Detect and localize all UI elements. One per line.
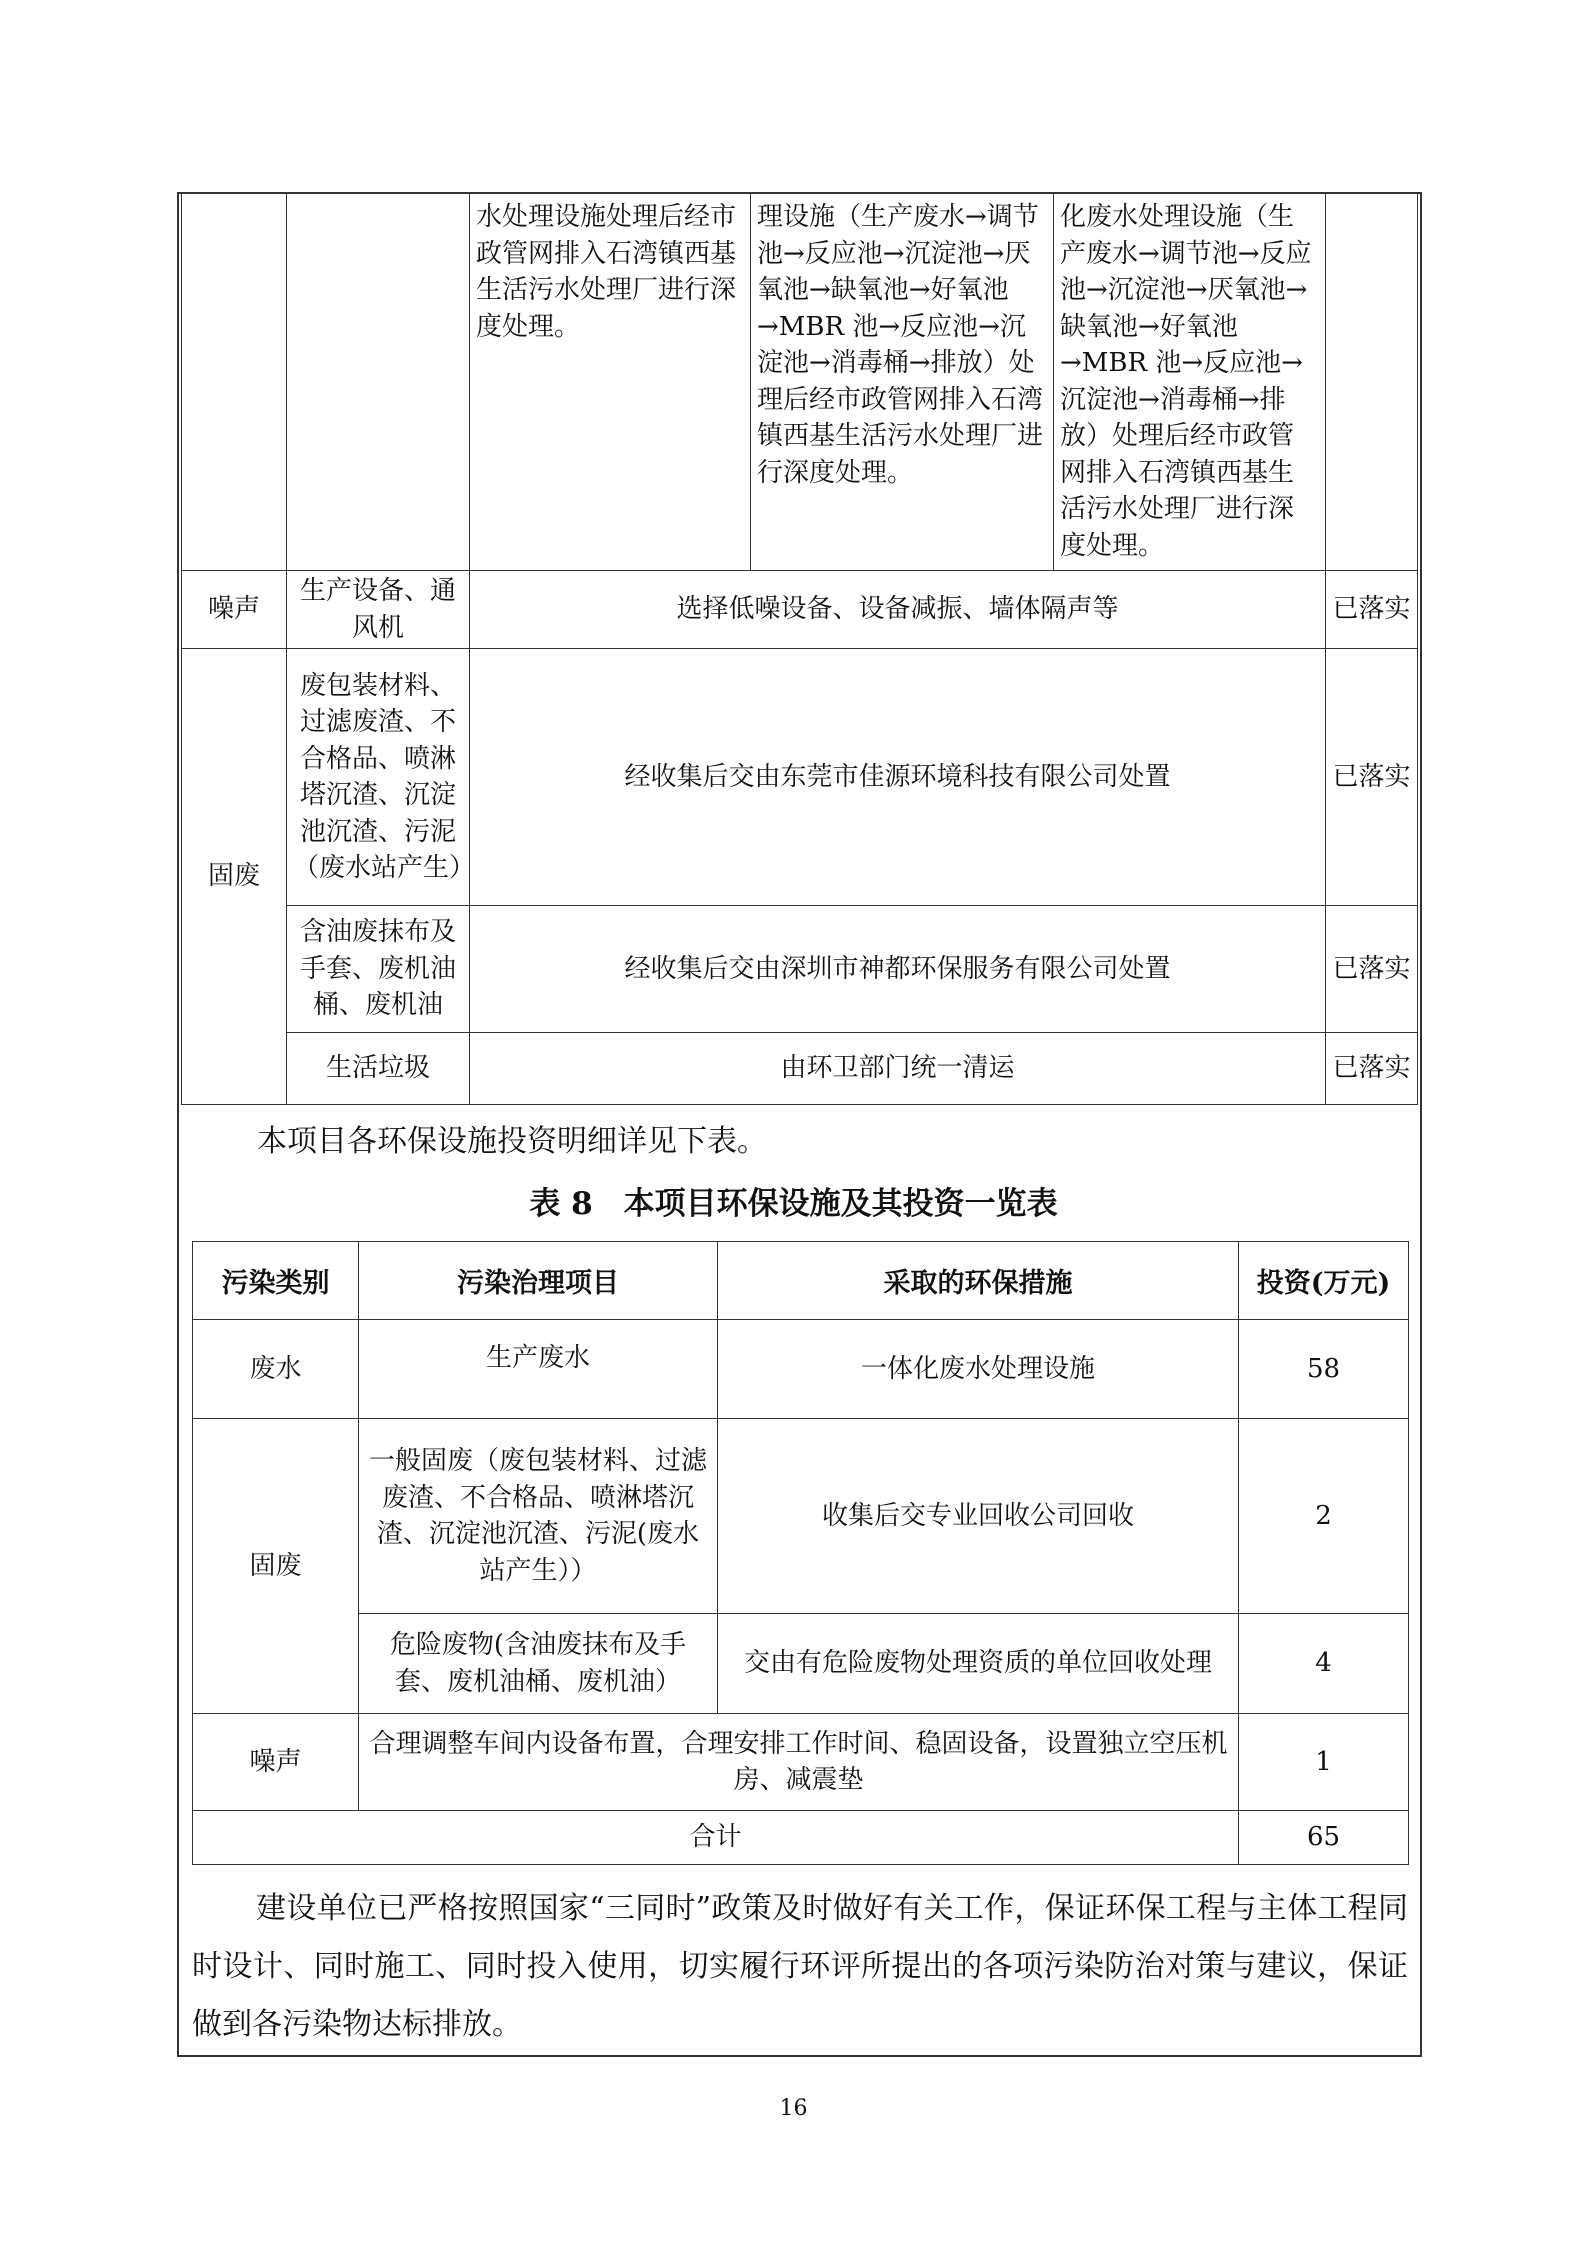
header-row: [193, 1242, 1409, 1320]
status-cell: 已落实: [1326, 571, 1418, 649]
source-cell: 含油废抹布及手套、废机油桶、废机油: [287, 906, 470, 1033]
status-cell: 已落实: [1326, 649, 1418, 906]
category-cell: 固废: [193, 1419, 359, 1714]
page-number: 16: [779, 2096, 808, 2121]
measure-cell: 经收集后交由深圳市神都环保服务有限公司处置: [470, 906, 1326, 1033]
body-paragraph: 建设单位已严格按照国家“三同时”政策及时做好有关工作，保证环保工程与主体工程同时设计、同时施工、同时投入使用，切实履行环评所提出的各项污染防治对策与建议，保证做到各污染物达标排放。: [192, 1891, 1408, 2042]
measure-cell: 一体化废水处理设施: [718, 1320, 1239, 1419]
table-cell: 水处理设施处理后经市政管网排入石湾镇西基生活污水处理厂进行深度处理。: [470, 193, 751, 571]
investment-table: [192, 1241, 1409, 1865]
measure-cell: 收集后交专业回收公司回收: [718, 1419, 1239, 1614]
item-cell: 危险废物(含油废抹布及手套、废机油桶、废机油）: [359, 1614, 718, 1714]
item-cell: 生产废水: [359, 1320, 718, 1419]
measure-cell: 交由有危险废物处理资质的单位回收处理: [718, 1614, 1239, 1714]
invest-cell: 58: [1239, 1320, 1409, 1419]
total-label: 合计: [193, 1811, 1239, 1865]
measure-cell: 选择低噪设备、设备减振、墙体隔声等: [470, 571, 1326, 649]
source-cell: 废包装材料、过滤废渣、不合格品、喷淋塔沉渣、沉淀池沉渣、污泥（废水站产生）: [287, 649, 470, 906]
source-cell: 生活垃圾: [287, 1033, 470, 1105]
category-cell: 噪声: [182, 571, 287, 649]
category-cell: 废水: [193, 1320, 359, 1419]
invest-cell: 1: [1239, 1714, 1409, 1811]
column-header: 污染类别: [193, 1242, 359, 1320]
measure-cell: 合理调整车间内设备布置，合理安排工作时间、稳固设备，设置独立空压机房、减震垫: [359, 1714, 1239, 1811]
table-row: [182, 649, 1418, 906]
table-cell: 化废水处理设施（生产废水→调节池→反应池→沉淀池→厌氧池→缺氧池→好氧池→MBR 池→反应池→沉淀池→消毒桶→排放）处理后经市政管网排入石湾镇西基生活污水处理厂进行深度处理。: [1054, 193, 1326, 571]
table-row: [182, 906, 1418, 1033]
table-row: [193, 1714, 1409, 1811]
total-invest: 65: [1239, 1811, 1409, 1865]
table-row: [182, 1033, 1418, 1105]
invest-cell: 4: [1239, 1614, 1409, 1714]
measure-cell: 经收集后交由东莞市佳源环境科技有限公司处置: [470, 649, 1326, 906]
table-row: [193, 1320, 1409, 1419]
table-cell: [1326, 193, 1418, 571]
status-cell: 已落实: [1326, 1033, 1418, 1105]
column-header: 采取的环保措施: [718, 1242, 1239, 1320]
table-cell: 理设施（生产废水→调节池→反应池→沉淀池→厌氧池→缺氧池→好氧池→MBR 池→反应池→沉淀池→消毒桶→排放）处理后经市政管网排入石湾镇西基生活污水处理厂进行深度处理。: [751, 193, 1054, 571]
table-row: [193, 1419, 1409, 1614]
table-row: [182, 193, 1418, 571]
table-cell: [182, 193, 287, 571]
category-cell: 固废: [182, 649, 287, 1105]
category-cell: 噪声: [193, 1714, 359, 1811]
measure-cell: 由环卫部门统一清运: [470, 1033, 1326, 1105]
column-header: 投资(万元): [1239, 1242, 1409, 1320]
table-row: [182, 571, 1418, 649]
status-cell: 已落实: [1326, 906, 1418, 1033]
item-cell: 一般固废（废包装材料、过滤废渣、不合格品、喷淋塔沉渣、沉淀池沉渣、污泥(废水站产生））: [359, 1419, 718, 1614]
source-cell: 生产设备、通风机: [287, 571, 470, 649]
table-title: 表 8 本项目环保设施及其投资一览表: [529, 1186, 1058, 1222]
invest-cell: 2: [1239, 1419, 1409, 1614]
column-header: 污染治理项目: [359, 1242, 718, 1320]
intro-text: 本项目各环保设施投资明细详见下表。: [257, 1124, 767, 1159]
measures-table: [181, 192, 1418, 1105]
total-row: [193, 1811, 1409, 1865]
table-cell: [287, 193, 470, 571]
table-row: [193, 1614, 1409, 1714]
